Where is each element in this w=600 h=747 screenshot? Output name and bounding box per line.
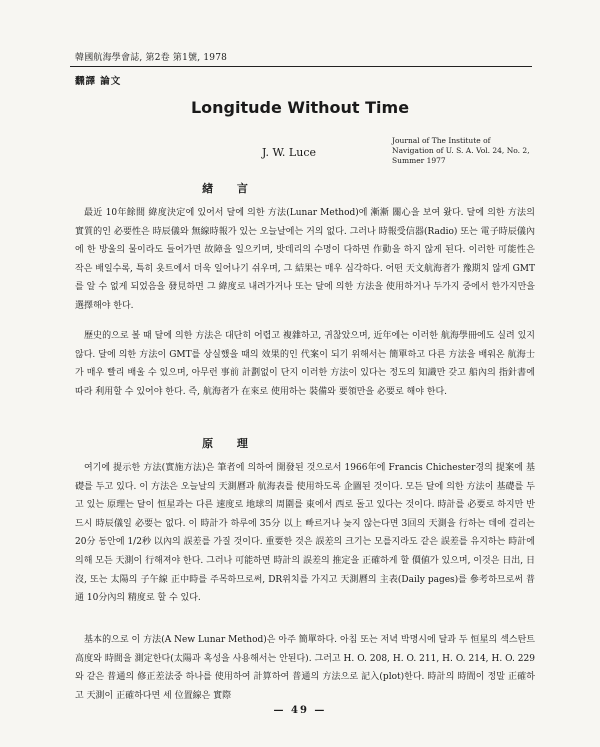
article-author: J. W. Luce [262, 146, 316, 159]
paragraph: 여기에 提示한 方法(實施方法)은 筆者에 의하여 開發된 것으로서 1966年에 Francis Chichester경의 提案에 基礎를 두고 있다. 이 方法은 오늘날의 天測曆과 航海表를 使用하도록 企圖된 것이다. 모든 달에 의한 方法이 基礎를 두고 있는 原理는 달이 恒星과는 다른 速度로 地球의 周圍를 東에서 西로 돌고 있다는 것이다. 時計를 必要로 하지만 반드시 時辰儀일 必要는 없다. 이 時計가 하루에 35分 以上 빠르거나 늦지 않는다면 3回의 天測을 行하는 데에 걸리는 20分 동안에 1/2秒 以內의 誤差를 가질 것이다. 重要한 것은 誤差의 크기는 모를지라도 같은 誤差를 유지하는 時計에 의해 모든 天測이 行해져야 한다. 그러나 可能하면 時計의 誤差의 推定을 正確하게 할 價値가 있으며, 이것은 日出, 日沒, 또는 太陽의 子午線 正中時를 주목하므로써, DR위치를 가지고 天測曆의 主表(Daily pages)를 參考하므로써 普通 10分內의 精度로 할 수 있다. [75, 463, 535, 604]
paragraph: 歷史的으로 볼 때 달에 의한 方法은 대단히 어렵고 複雜하고, 귀찮았으며, 近年에는 이러한 航海學冊에도 실려 있지 않다. 달에 의한 方法이 GMT를 상실했을 때의 效果的인 代案이 되기 위해서는 簡單하고 다른 方法을 배워온 航海士가 매우 빨리 배울 수 있으며, 아무런 事前 計劃없이 단지 이러한 方法이 있다는 정도의 知識만 갖고 船內의 指針書에 따라 利用할 수 있어야 한다. 즉, 航海者가 在來로 使用하는 裝備와 要領만을 必要로 해야 한다. [75, 331, 535, 397]
section-heading-introduction: 緖 言 [202, 182, 258, 195]
journal-header: 韓國航海學會誌, 第2卷 第1號, 1978 [75, 53, 228, 63]
header-rule [70, 66, 532, 67]
article-category: 飜譯 論文 [75, 76, 122, 87]
paragraph: 最近 10年餘間 緯度決定에 있어서 달에 의한 方法(Lunar Method)에 漸漸 關心을 보여 왔다. 달에 의한 方法의 實質的인 必要性은 時辰儀와 無線時報가 있는 오늘날에는 거의 없다. 그러나 時報受信器(Radio) 또는 電子時辰儀內에 한 방울의 물이라도 들어가면 故障을 일으키며, 밧데리의 수명이 다하면 作動을 하지 않게 된다. 이러한 可能性은 작은 배일수록, 특히 욧트에서 더욱 일어나기 쉬우며, 그 結果는 매우 심각하다. 어떤 天文航海者가 豫期치 않게 GMT를 알 수 없게 되었음을 發見하면 그 緯度로 내려가거나 또는 달에 의한 方法을 使用하거나 두가지 중에서 한가지만을 選擇해야 한다. [75, 208, 535, 311]
page-number: — 49 — [273, 705, 327, 716]
paragraph: 基本的으로 이 方法(A New Lunar Method)은 아주 簡單하다. 아침 또는 저녁 박명시에 달과 두 恒星의 섹스탄트 高度와 時間을 測定한다(太陽과 혹성을 사용해서는 안된다). 그러고 H. O. 208, H. O. 211, H. O. 214, H. O. 229와 같은 普通의 修正差法중 하나를 使用하여 計算하여 普通의 方法으로 記入(plot)한다. 時計의 時間이 정말 正確하고 天測이 正確하다면 세 位置線은 實際 [75, 635, 535, 701]
article-title: Longitude Without Time [190, 98, 410, 117]
article-source: Journal of The Institute of Navigation of U. S. A. Vol. 24, No. 2, Summer 1977 [392, 136, 530, 165]
section-heading-principle: 原 理 [202, 437, 258, 450]
